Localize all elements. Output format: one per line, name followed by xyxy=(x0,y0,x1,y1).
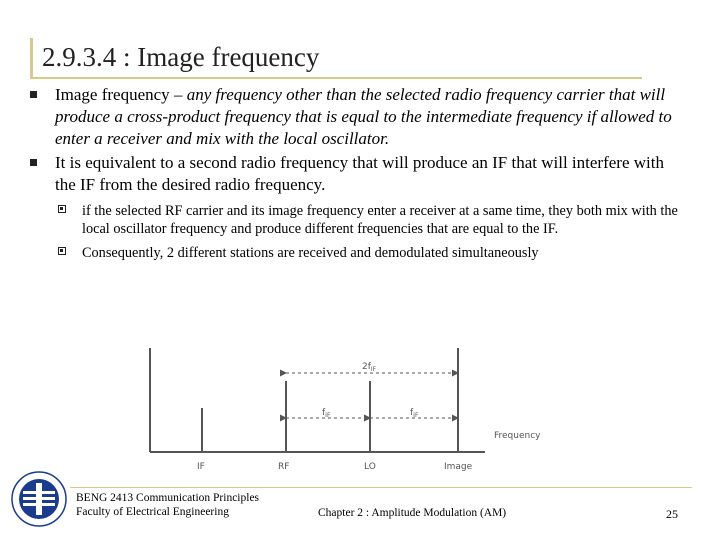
square-bullet-icon xyxy=(30,159,37,166)
title-frame-horizontal xyxy=(30,77,642,79)
mark-label-image: Image xyxy=(444,462,473,472)
bullet-lead: Image frequency xyxy=(55,85,170,104)
image-frequency-diagram xyxy=(140,343,550,475)
page-number: 25 xyxy=(666,507,678,521)
subbullet-text: Consequently, 2 different stations are received and demodulated simultaneously xyxy=(82,245,539,261)
subbullet-item xyxy=(30,244,680,262)
hollow-square-bullet-icon xyxy=(58,205,66,213)
footer-divider xyxy=(70,487,692,488)
gap-label-1: $f_{IF}$ xyxy=(322,408,331,419)
university-logo-icon xyxy=(9,469,69,529)
footer-faculty: Faculty of Electrical Engineering xyxy=(76,506,229,518)
bullet-item xyxy=(30,84,680,150)
slide-title: 2.9.3.4 : Image frequency xyxy=(42,42,320,72)
mark-label-rf: RF xyxy=(278,462,290,472)
axis-label: Frequency xyxy=(494,431,541,441)
footer-chapter: Chapter 2 : Amplitude Modulation (AM) xyxy=(318,507,507,519)
mark-label-if: IF xyxy=(197,462,205,472)
bullet-definition: – any frequency other than the selected radio frequency carrier that will produce a cross-product frequency that is equal to the intermediate frequency if allowed to enter a receiver and mix with the local oscillator. xyxy=(55,85,672,148)
title-frame-vertical xyxy=(30,38,33,78)
bullet-text: It is equivalent to a second radio frequency that will produce an IF that will interfere with the IF from the desired radio frequency. xyxy=(55,153,664,194)
span-label: $2f_{IF}$ xyxy=(362,362,377,373)
bullet-list xyxy=(30,84,680,262)
hollow-square-bullet-icon xyxy=(58,247,66,255)
gap-label-2: $f_{IF}$ xyxy=(410,408,419,419)
subbullet-item xyxy=(30,202,680,238)
subbullet-text: if the selected RF carrier and its image frequency enter a receiver at a same time, they both mix with the local oscillator frequency and produce different frequencies that are equal to the IF. xyxy=(82,203,678,237)
bullet-item xyxy=(30,152,680,196)
square-bullet-icon xyxy=(30,91,37,98)
footer-left xyxy=(76,491,259,519)
footer-course: BENG 2413 Communication Principles xyxy=(76,492,260,504)
mark-label-lo: LO xyxy=(364,462,376,472)
